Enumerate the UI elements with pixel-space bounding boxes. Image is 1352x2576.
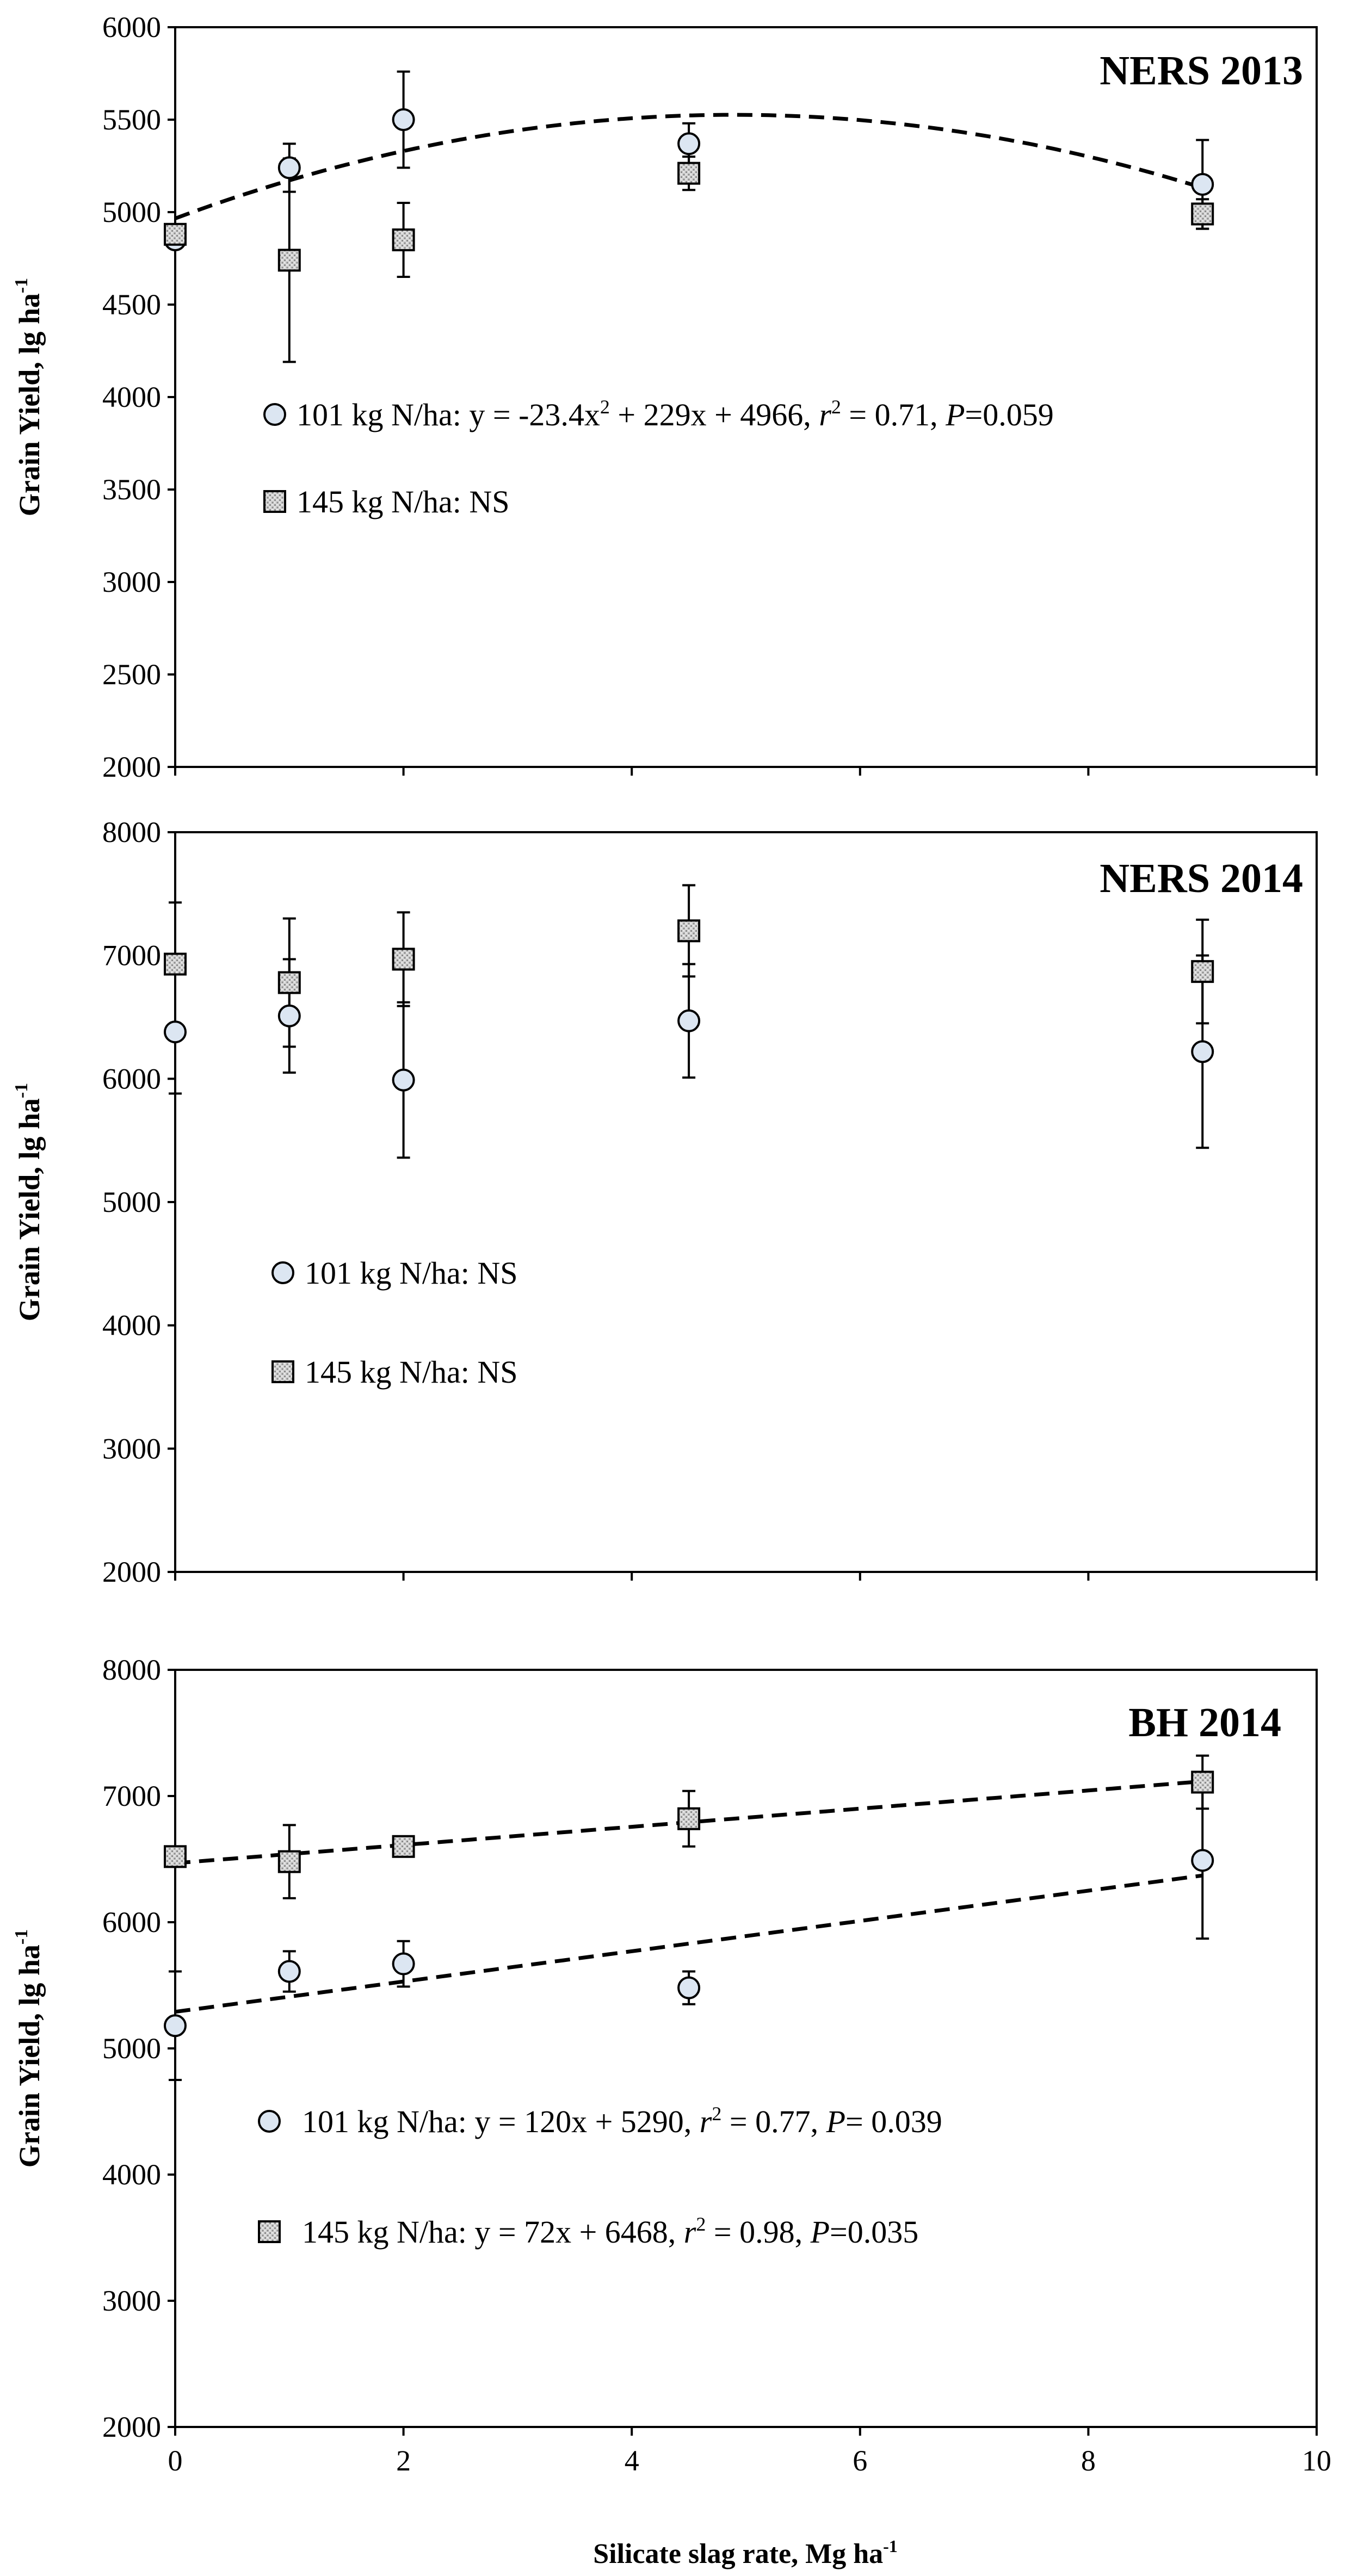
- data-point-circle: [393, 1070, 414, 1091]
- data-point-circle: [1192, 1041, 1213, 1062]
- y-axis-label-text: Grain Yield, lg ha: [13, 1945, 46, 2168]
- legend-r: r: [699, 2104, 712, 2139]
- x-axis-label-sup: -1: [883, 2536, 898, 2556]
- data-point-square: [165, 954, 186, 975]
- legend-text: [305, 1354, 518, 1390]
- y-tick-label: 2000: [102, 751, 161, 783]
- legend-text: [302, 2213, 918, 2250]
- y-tick-label: 3500: [102, 473, 161, 506]
- y-tick-label: 3000: [102, 1432, 161, 1465]
- legend-text: [305, 1255, 518, 1291]
- data-point-circle: [279, 1006, 300, 1026]
- y-tick-label: 7000: [102, 939, 161, 972]
- y-tick-label: 3000: [102, 566, 161, 598]
- legend-r-sup: 2: [696, 2213, 706, 2235]
- y-axis-label-sup: -1: [11, 1082, 32, 1099]
- data-point-square: [678, 920, 699, 941]
- data-point-square: [1192, 203, 1213, 224]
- x-axis-label-text: Silicate slag rate, Mg ha: [593, 2538, 884, 2569]
- chart-title: NERS 2014: [1100, 856, 1303, 901]
- y-tick-label: 6000: [102, 11, 161, 44]
- y-tick-label: 8000: [102, 1654, 161, 1686]
- y-axis-label-sup: -1: [11, 1929, 32, 1945]
- data-point-square: [1192, 961, 1213, 982]
- chart-title: NERS 2013: [1100, 48, 1303, 94]
- data-point-square: [165, 1846, 186, 1867]
- chart-title: BH 2014: [1128, 1700, 1281, 1745]
- legend-label: 145 kg N/ha: NS: [305, 1354, 518, 1390]
- legend-label: 101 kg N/ha: y = 120x + 5290,: [302, 2104, 700, 2139]
- y-tick-label: 5000: [102, 196, 161, 228]
- legend-r-sup: 2: [831, 396, 841, 418]
- plot-frame: [175, 1670, 1317, 2427]
- data-point-square: [279, 973, 300, 993]
- data-point-circle: [393, 109, 414, 130]
- x-tick-label: 8: [1081, 2444, 1096, 2477]
- data-point-circle: [678, 133, 699, 154]
- data-point-square: [393, 230, 414, 250]
- legend-r: r: [819, 397, 831, 432]
- y-axis-label-sup: -1: [11, 277, 32, 294]
- data-point-circle: [165, 2015, 186, 2036]
- x-tick-label: 4: [624, 2444, 639, 2477]
- legend-p: P: [810, 2214, 830, 2250]
- legend-marker-circle: [264, 404, 285, 425]
- y-tick-label: 4000: [102, 1309, 161, 1342]
- legend-label: 145 kg N/ha: NS: [297, 484, 510, 519]
- legend-text: [297, 484, 510, 519]
- y-tick-label: 6000: [102, 1906, 161, 1939]
- legend-label: 145 kg N/ha: y = 72x + 6468,: [302, 2214, 684, 2250]
- y-tick-label: 5500: [102, 103, 161, 136]
- y-axis-label: [11, 1929, 46, 2168]
- legend-label-part: = 0.98,: [706, 2214, 811, 2250]
- data-point-square: [1192, 1772, 1213, 1792]
- x-axis-label: [593, 2536, 898, 2569]
- legend-text: [297, 396, 1054, 432]
- data-point-circle: [678, 1011, 699, 1031]
- data-point-square: [678, 163, 699, 184]
- plot-frame: [175, 832, 1317, 1572]
- data-point-square: [393, 949, 414, 969]
- data-point-circle: [678, 1978, 699, 1998]
- y-tick-label: 8000: [102, 816, 161, 849]
- data-point-square: [279, 250, 300, 270]
- legend-sup: 2: [600, 396, 610, 418]
- chart-panel-3: [11, 1654, 1331, 2477]
- y-tick-label: 7000: [102, 1780, 161, 1812]
- x-tick-label: 0: [168, 2444, 183, 2477]
- y-tick-label: 4500: [102, 288, 161, 321]
- legend-marker-circle: [273, 1262, 293, 1283]
- x-tick-label: 10: [1302, 2444, 1331, 2477]
- data-point-square: [165, 224, 186, 245]
- data-point-circle: [165, 1021, 186, 1042]
- y-tick-label: 6000: [102, 1062, 161, 1095]
- data-point-circle: [279, 1961, 300, 1981]
- chart-panel-2: [11, 816, 1317, 1588]
- legend-label: 101 kg N/ha: NS: [305, 1255, 518, 1291]
- y-tick-label: 2000: [102, 1556, 161, 1588]
- y-tick-label: 2500: [102, 658, 161, 691]
- y-axis-label: [11, 278, 46, 516]
- data-point-circle: [279, 157, 300, 178]
- legend-marker-square: [273, 1361, 293, 1382]
- y-axis-label-text: Grain Yield, lg ha: [13, 293, 46, 517]
- legend-r: r: [683, 2214, 696, 2250]
- y-tick-label: 2000: [102, 2411, 161, 2443]
- legend-label: 101 kg N/ha: y = -23.4x: [297, 397, 600, 432]
- legend-p: P: [946, 397, 965, 432]
- chart-panel-1: [11, 11, 1317, 783]
- y-tick-label: 4000: [102, 381, 161, 413]
- legend-label-part: = 0.71,: [841, 397, 946, 432]
- legend-r-sup: 2: [712, 2103, 722, 2125]
- chart-panels: [11, 11, 1331, 2477]
- data-point-square: [393, 1836, 414, 1857]
- data-point-square: [279, 1852, 300, 1872]
- y-tick-label: 5000: [102, 1186, 161, 1218]
- legend-p: P: [826, 2104, 846, 2139]
- legend-label-part: = 0.77,: [721, 2104, 826, 2139]
- y-axis-label-text: Grain Yield, lg ha: [13, 1098, 46, 1322]
- y-tick-label: 5000: [102, 2032, 161, 2065]
- x-tick-label: 2: [396, 2444, 411, 2477]
- y-axis-label: [11, 1083, 46, 1321]
- data-point-circle: [393, 1954, 414, 1974]
- legend-marker-square: [264, 491, 285, 512]
- legend-label-part: =0.035: [830, 2214, 919, 2250]
- y-tick-label: 4000: [102, 2158, 161, 2191]
- legend-marker-square: [259, 2221, 280, 2242]
- legend-label-part: + 229x + 4966,: [609, 397, 819, 432]
- legend-marker-circle: [259, 2111, 280, 2132]
- y-tick-label: 3000: [102, 2284, 161, 2317]
- x-tick-label: 6: [853, 2444, 868, 2477]
- data-point-circle: [1192, 1850, 1213, 1871]
- data-point-circle: [1192, 174, 1213, 195]
- legend-label-part: = 0.039: [845, 2104, 942, 2139]
- data-point-square: [678, 1809, 699, 1829]
- legend-text: [302, 2103, 942, 2139]
- legend-label-part: =0.059: [965, 397, 1054, 432]
